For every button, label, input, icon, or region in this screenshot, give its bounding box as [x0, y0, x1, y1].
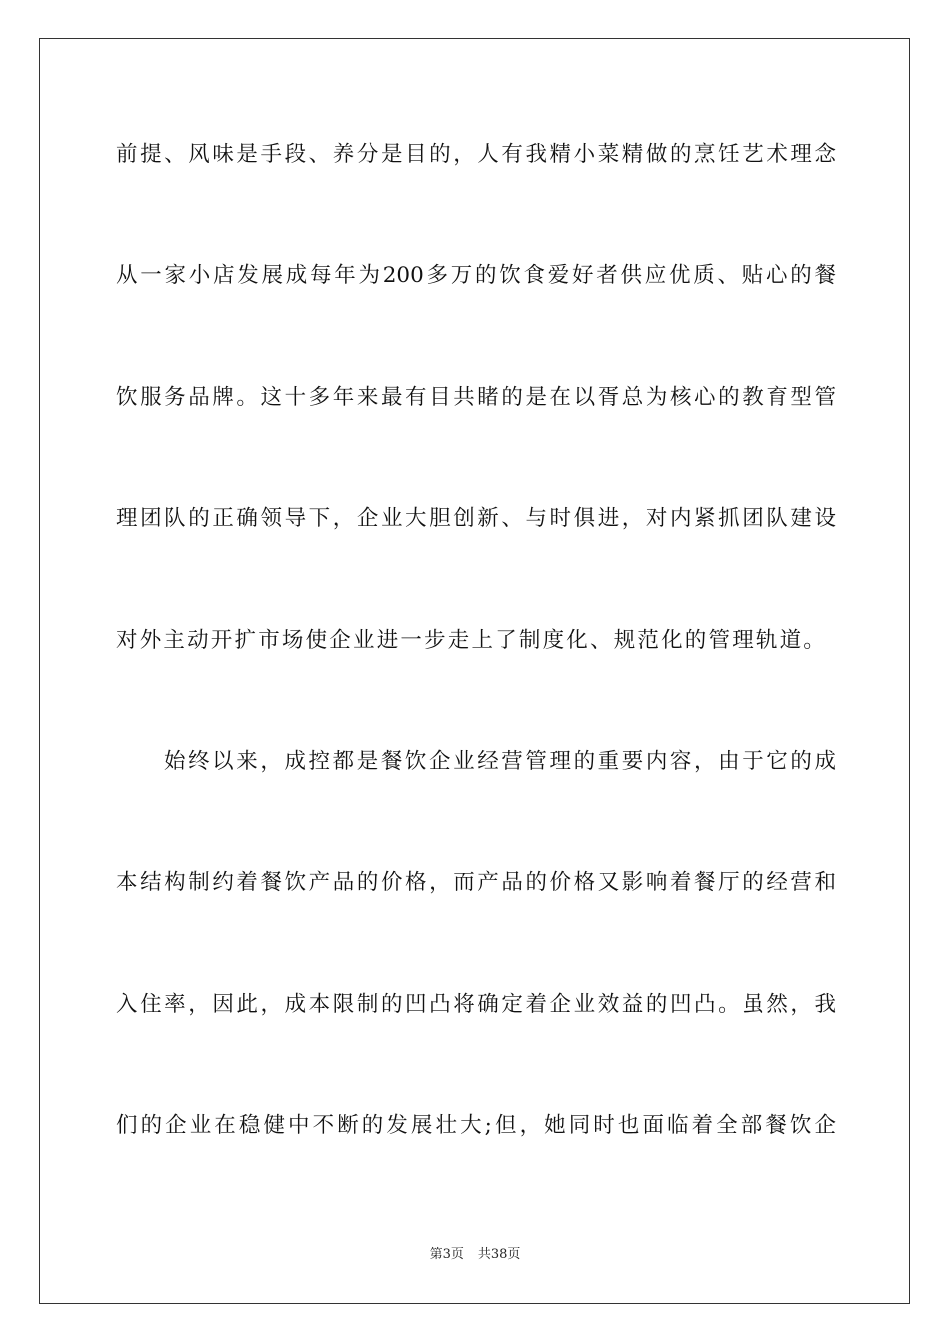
paragraph-line-2: 从一家小店发展成每年为200多万的饮食爱好者供应优质、贴心的餐	[116, 263, 836, 288]
page-footer	[0, 1246, 950, 1264]
paragraph-line-1: 前提、风味是手段、养分是目的，人有我精小菜精做的烹饪艺术理念	[116, 142, 836, 167]
paragraph-line-3: 饮服务品牌。这十多年来最有目共睹的是在以胥总为核心的教育型管	[116, 385, 836, 410]
paragraph-line-6: 始终以来，成控都是餐饮企业经营管理的重要内容，由于它的成	[164, 749, 836, 774]
paragraph-line-9: 们的企业在稳健中不断的发展壮大;但，她同时也面临着全部餐饮企	[116, 1113, 836, 1138]
paragraph-line-5: 对外主动开扩市场使企业进一步走上了制度化、规范化的管理轨道。	[116, 628, 828, 653]
paragraph-line-8: 入住率，因此，成本限制的凹凸将确定着企业效益的凹凸。虽然，我	[116, 992, 836, 1017]
paragraph-line-7: 本结构制约着餐饮产品的价格，而产品的价格又影响着餐厅的经营和	[116, 870, 836, 895]
paragraph-line-4: 理团队的正确领导下，企业大胆创新、与时俱进，对内紧抓团队建设	[116, 506, 836, 531]
total-pages: 共38页	[477, 1247, 521, 1262]
page-number: 第3页	[429, 1247, 464, 1262]
